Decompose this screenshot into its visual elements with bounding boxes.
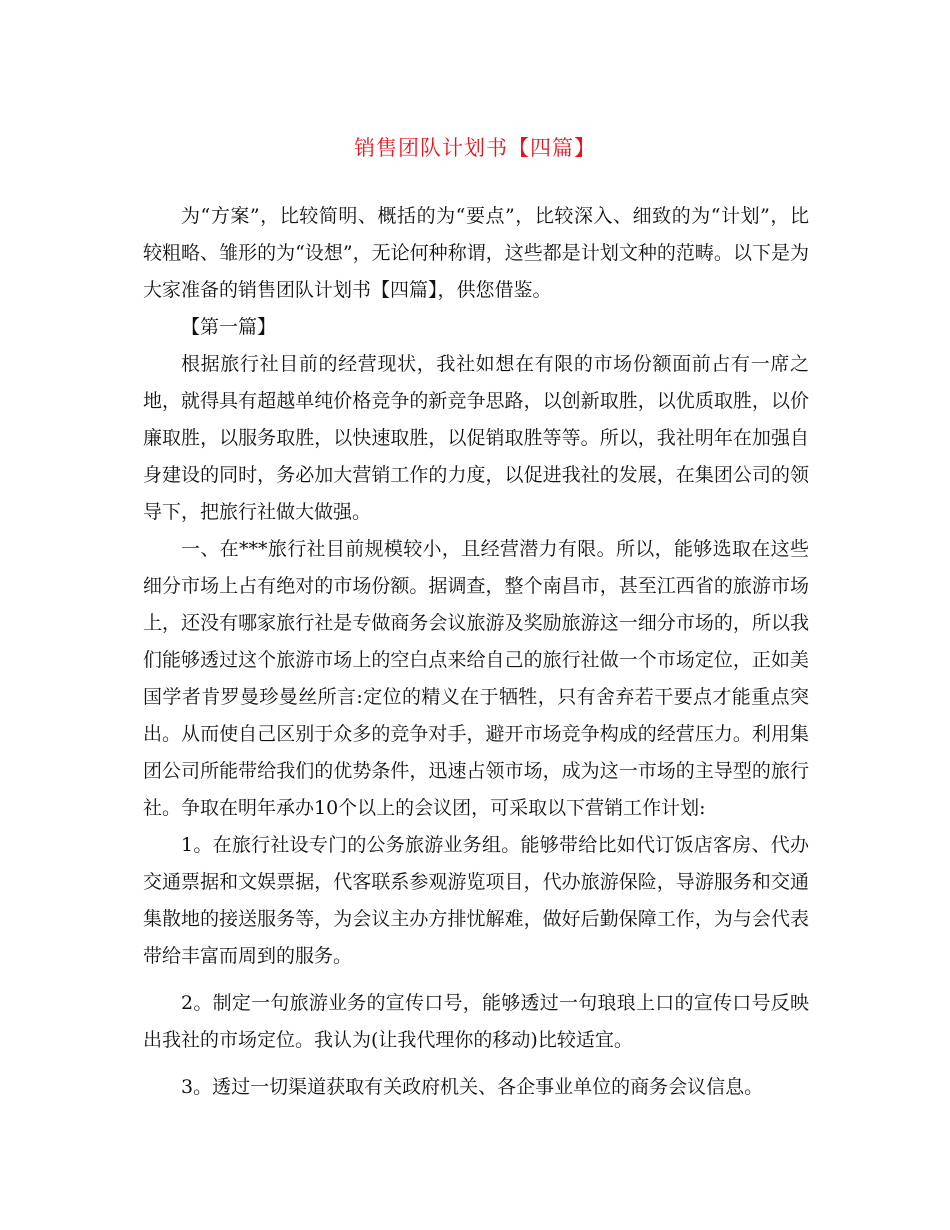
list-item-2: 2。制定一句旅游业务的宣传口号，能够透过一句琅琅上口的宣传口号反映出我社的市场定位。我认为(让我代理你的移动)比较适宜。	[143, 992, 809, 1051]
document-body	[143, 198, 809, 1106]
intro-paragraph: 为“方案”，比较简明、概括的为“要点”，比较深入、细致的为“计划”，比较粗略、雏形的为“设想”，无论何种称谓，这些都是计划文种的范畴。以下是为大家准备的销售团队计划书【四篇】，供您借鉴。	[143, 205, 809, 301]
body-paragraph: 一、在***旅行社目前规模较小，且经营潜力有限。所以，能够选取在这些细分市场上占有绝对的市场份额。据调查，整个南昌市，甚至江西省的旅游市场上，还没有哪家旅行社是专做商务会议旅游及奖励旅游这一细分市场的，所以我们能够透过这个旅游市场上的空白点来给自己的旅行社做一个市场定位，正如美国学者肯罗曼珍曼丝所言:定位的精义在于牺牲，只有舍弃若干要点才能重点突出。从而使自己区别于众多的竞争对手，避开市场竞争构成的经营压力。利用集团公司所能带给我们的优势条件，迅速占领市场，成为这一市场的主导型的旅行社。争取在明年承办10个以上的会议团，可采取以下营销工作计划:	[143, 538, 809, 819]
list-item-1: 1。在旅行社设专门的公务旅游业务组。能够带给比如代订饭店客房、代办交通票据和文娱票据，代客联系参观游览项目，代办旅游保险，导游服务和交通集散地的接送服务等，为会议主办方排忧解难，做好后勤保障工作，为与会代表带给丰富而周到的服务。	[143, 834, 809, 967]
body-paragraph: 根据旅行社目前的经营现状，我社如想在有限的市场份额面前占有一席之地，就得具有超越单纯价格竞争的新竞争思路，以创新取胜，以优质取胜，以价廉取胜，以服务取胜，以快速取胜，以促销取胜等等。所以，我社明年在加强自身建设的同时，务必加大营销工作的力度，以促进我社的发展，在集团公司的领导下，把旅行社做大做强。	[143, 353, 809, 523]
section-heading-first: 【第一篇】	[181, 316, 277, 338]
list-item-3: 3。透过一切渠道获取有关政府机关、各企事业单位的商务会议信息。	[181, 1076, 764, 1098]
document-title: 销售团队计划书【四篇】	[354, 136, 596, 160]
